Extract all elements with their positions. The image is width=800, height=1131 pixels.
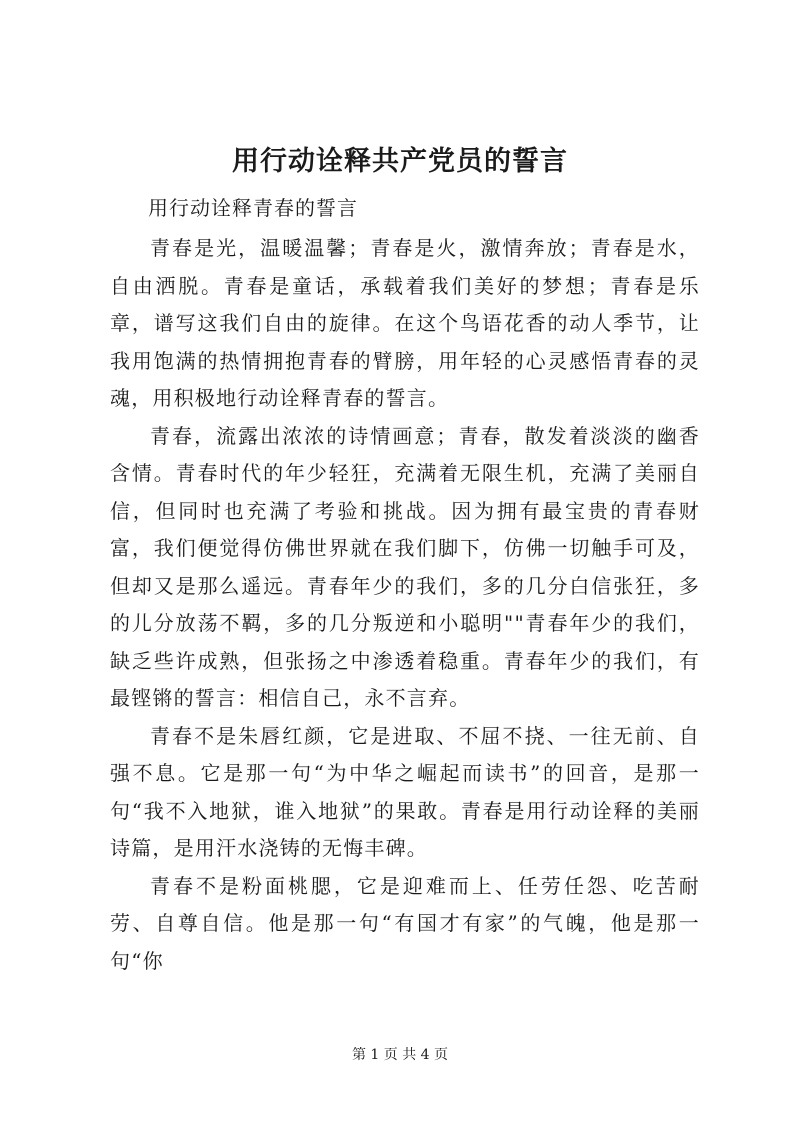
paragraph: 青春不是粉面桃腮，它是迎难而上、任劳任怨、吃苦耐劳、自尊自信。他是那一句“有国才有家”的气魄，他是那一句“你 (110, 873, 700, 973)
document-title: 用行动诠释共产党员的誓言 (232, 146, 568, 177)
paragraph: 青春不是朱唇红颜，它是进取、不屈不挠、一往无前、自强不息。它是那一句“为中华之崛起而读书”的回音，是那一句“我不入地狱，谁入地狱”的果敢。青春是用行动诠释的美丽诗篇，是用汗水浇铸的无悔丰碑。 (110, 723, 700, 860)
paragraph: 青春，流露出浓浓的诗情画意；青春，散发着淡淡的幽香含情。青春时代的年少轻狂，充满着无限生机，充满了美丽自信，但同时也充满了考验和挑战。因为拥有最宝贵的青春财富，我们便觉得仿佛世界就在我们脚下，仿佛一切触手可及，但却又是那么遥远。青春年少的我们，多的几分白信张狂，多的儿分放荡不羁，多的几分叛逆和小聪明""青春年少的我们，缺乏些许成熟，但张扬之中渗透着稳重。青春年少的我们，有最铿锵的誓言：相信自己，永不言弃。 (110, 423, 700, 710)
document-body (110, 230, 700, 980)
page-footer: 第 1 页 共 4 页 (351, 1047, 449, 1063)
document-subtitle: 用行动诠释青春的誓言 (148, 196, 358, 220)
paragraph: 青春是光，温暖温馨；青春是火，激情奔放；青春是水，自由洒脱。青春是童话，承载着我们美好的梦想；青春是乐章，谱写这我们自由的旋律。在这个鸟语花香的动人季节，让我用饱满的热情拥抱青春的臂膀，用年轻的心灵感悟青春的灵魂，用积极地行动诠释青春的誓言。 (110, 236, 700, 410)
